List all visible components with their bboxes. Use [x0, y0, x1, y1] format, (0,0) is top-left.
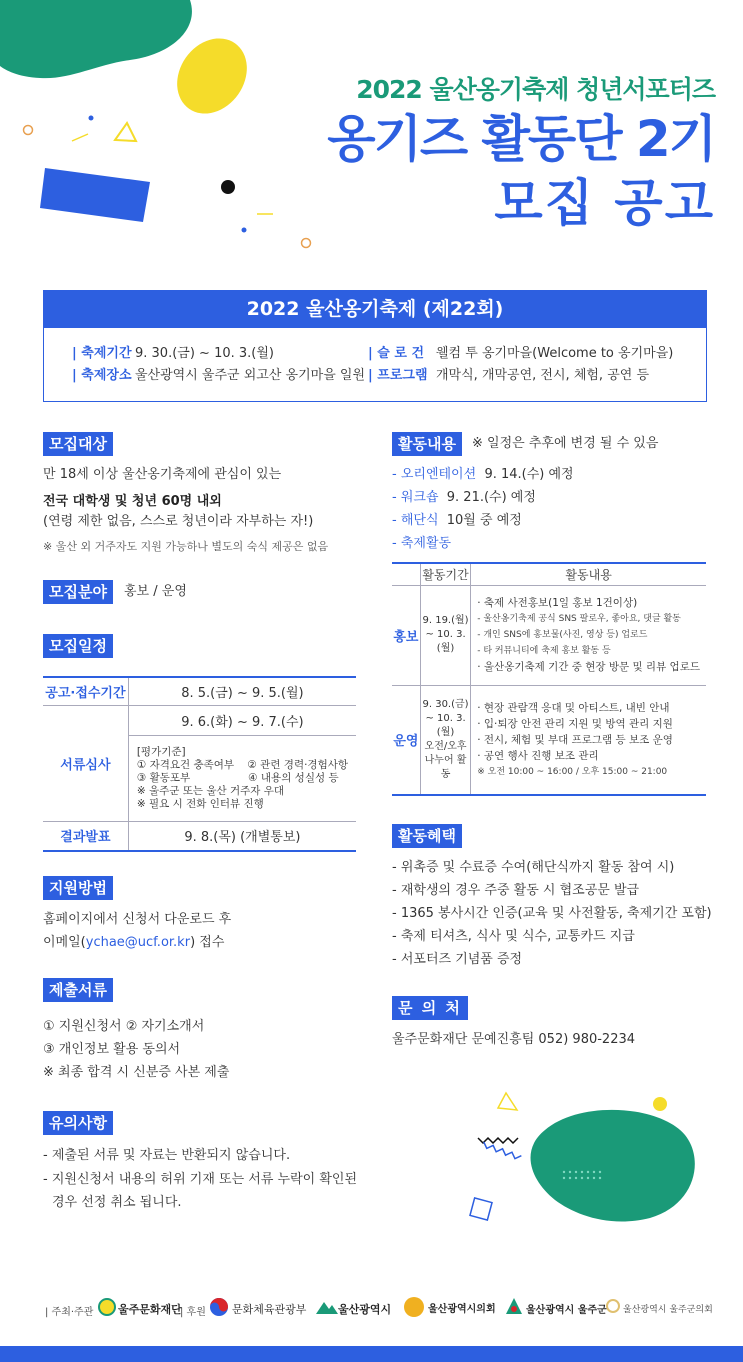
- field-tag: 모집분야: [43, 580, 113, 604]
- taegeuk-icon: [209, 1297, 229, 1317]
- table-row: [392, 585, 706, 685]
- program-value: 개막식, 개막공연, 전시, 체험, 공연 등: [436, 368, 650, 383]
- blue-brush-shape: [40, 168, 150, 222]
- activity-item-1-label: - 오리엔테이션: [392, 467, 477, 482]
- activity-item-4: [392, 534, 451, 554]
- footer-support-2: 울산광역시: [338, 1303, 392, 1316]
- field-value: 홍보 / 운영: [124, 584, 187, 599]
- activity-item-3: [392, 511, 522, 531]
- orange-ring-shape: [302, 239, 311, 248]
- period-value: 9. 30.(금) ~ 10. 3.(월): [135, 346, 274, 361]
- activity-table: [392, 562, 706, 796]
- table-row: [43, 677, 356, 705]
- email-link[interactable]: ychae@ucf.or.kr: [85, 935, 191, 950]
- criteria-4: ④ 내용의 성실성 등: [248, 771, 339, 784]
- criteria-title: [평가기준]: [136, 745, 186, 758]
- table-row: [392, 563, 706, 585]
- caution-line3: 경우 선정 취소 됩니다.: [52, 1195, 182, 1210]
- yellow-triangle-shape: [115, 123, 136, 141]
- apply-line2-suffix: ) 접수: [190, 935, 225, 950]
- ucf-logo-icon: [98, 1298, 116, 1316]
- promo-period-2: ~ 10. 3.(월): [425, 629, 466, 654]
- slogan-label: | 슬 로 건: [368, 346, 424, 361]
- promo-period: [420, 585, 470, 685]
- table-row: [43, 705, 356, 735]
- promo-category: 홍보: [392, 585, 420, 685]
- criteria-note-1: ※ 울주군 또는 울산 거주자 우대: [136, 784, 285, 797]
- header-subtitle: 2022 울산옹기축제 청년서포터즈: [356, 75, 715, 104]
- activity-tag: 활동내용: [392, 432, 462, 456]
- target-note: ※ 울산 외 거주자도 지원 가능하나 별도의 숙식 제공은 없음: [43, 540, 329, 553]
- caution-line1: - 제출된 서류 및 자료는 반환되지 않습니다.: [43, 1148, 291, 1163]
- schedule-label-1: 공고·접수기간: [43, 677, 128, 705]
- op-detail: [471, 685, 706, 795]
- place-value: 울산광역시 울주군 외고산 옹기마을 일원: [135, 368, 366, 383]
- ulju-council-logo-icon: [606, 1299, 620, 1313]
- op-detail-4: · 공연 행사 진행 보조 관리: [477, 749, 599, 762]
- activity-item-3-label: - 해단식: [392, 513, 439, 528]
- activity-tag-note: ※ 일정은 추후에 변경 될 수 있음: [472, 436, 659, 451]
- promo-period-1: 9. 19.(월): [422, 615, 469, 626]
- activity-item-3-value: 10월 중 예정: [446, 513, 522, 528]
- activity-item-2-value: 9. 21.(수) 예정: [446, 490, 536, 505]
- orange-ring-shape: [24, 126, 33, 135]
- footer-host-label: | 주최·주관: [45, 1307, 94, 1318]
- blue-square-outline: [470, 1198, 492, 1220]
- footer-support-4: 울산광역시 울주군: [526, 1305, 607, 1316]
- apply-line2: [43, 933, 224, 953]
- docs-line3: ※ 최종 합격 시 신분증 사본 제출: [43, 1065, 230, 1080]
- footer-host: 울주문화재단: [118, 1303, 182, 1316]
- table-row: [43, 821, 356, 851]
- ulju-logo-icon: [504, 1296, 524, 1316]
- program-label: | 프로그램: [368, 368, 428, 383]
- header-title-line1: 옹기즈 활동단 2기: [327, 110, 715, 168]
- op-category: 운영: [392, 685, 420, 795]
- benefit-tag: 활동혜택: [392, 824, 462, 848]
- activity-item-1-value: 9. 14.(수) 예정: [484, 467, 574, 482]
- slogan-value: 웰컴 투 옹기마을(Welcome to 옹기마을): [436, 346, 674, 361]
- docs-tag: 제출서류: [43, 978, 113, 1002]
- promo-detail-5: · 울산옹기축제 기간 중 현장 방문 및 리뷰 업로드: [477, 661, 700, 673]
- op-detail-3: · 전시, 체험 및 부대 프로그램 등 보조 운영: [477, 733, 673, 746]
- criteria-3: ③ 활동포부: [136, 771, 191, 784]
- activity-item-2-label: - 워크숍: [392, 490, 439, 505]
- criteria-2: ② 관련 경력·경험사항: [247, 758, 348, 771]
- footer-support-3: 울산광역시의회: [428, 1304, 496, 1315]
- benefit-2: - 재학생의 경우 주중 활동 시 협조공문 발급: [392, 883, 640, 898]
- ulsan-council-logo-icon: [404, 1297, 424, 1317]
- green-blob-shape: [531, 1110, 695, 1222]
- promo-detail-3: - 개인 SNS에 홍보물(사진, 영상 등) 업로드: [477, 630, 648, 640]
- header-title-line2: 모집 공고: [494, 174, 715, 232]
- target-line1: 만 18세 이상 울산옹기축제에 관심이 있는: [43, 467, 282, 482]
- criteria-row-2: [137, 772, 348, 785]
- benefit-3: - 1365 봉사시간 인증(교육 및 사전활동, 축제기간 포함): [392, 906, 712, 921]
- criteria-note-2: ※ 필요 시 전화 인터뷰 진행: [136, 797, 264, 810]
- docs-line2: ③ 개인정보 활용 동의서: [43, 1042, 181, 1057]
- schedule-value-2: 9. 6.(화) ~ 9. 7.(수): [128, 705, 356, 735]
- schedule-value-1: 8. 5.(금) ~ 9. 5.(월): [128, 677, 356, 705]
- yellow-triangle-shape: [498, 1093, 517, 1110]
- schedule-label-3: 결과발표: [43, 821, 128, 851]
- footer-support-1: 문화체육관광부: [232, 1303, 307, 1316]
- activity-head-detail: 활동내용: [471, 563, 706, 585]
- place-label: | 축제장소: [72, 368, 132, 383]
- op-period-3: 오전/오후: [424, 740, 467, 752]
- decorative-shapes-bottom: [460, 1090, 700, 1230]
- promo-detail-4: - 타 커뮤니티에 축제 홍보 활동 등: [477, 646, 611, 656]
- schedule-tag: 모집일정: [43, 634, 113, 658]
- promo-detail-2: - 울산옹기축제 공식 SNS 팔로우, 좋아요, 댓글 활동: [477, 614, 681, 624]
- op-period-4: 나누어 활동: [424, 754, 467, 780]
- table-row: [392, 685, 706, 795]
- caution-tag: 유의사항: [43, 1111, 113, 1135]
- op-period-2: ~ 10. 3.(월): [425, 712, 466, 738]
- apply-line1: 홈페이지에서 신청서 다운로드 후: [43, 912, 232, 927]
- benefit-4: - 축제 티셔츠, 식사 및 식수, 교통카드 지급: [392, 929, 635, 944]
- caution-line2: - 지원신청서 내용의 허위 기재 또는 서류 누락이 확인된: [43, 1172, 358, 1187]
- criteria-cell: [128, 735, 356, 821]
- op-detail-1: · 현장 관람객 응대 및 아티스트, 내빈 안내: [477, 701, 670, 714]
- apply-tag: 지원방법: [43, 876, 113, 900]
- schedule-label-2: 서류심사: [43, 705, 128, 821]
- op-detail-5: ※ 오전 10:00 ~ 16:00 / 오후 15:00 ~ 21:00: [477, 766, 668, 777]
- target-line2: 전국 대학생 및 청년 60명 내외: [43, 494, 222, 509]
- footer-bar: [0, 1346, 743, 1362]
- activity-head-blank: [392, 563, 420, 585]
- activity-item-4-label: - 축제활동: [392, 536, 452, 551]
- footer-support-label: | 후원: [180, 1307, 206, 1318]
- contact-tag: 문 의 처: [392, 996, 468, 1020]
- docs-line1: ① 지원신청서 ② 자기소개서: [43, 1019, 205, 1034]
- schedule-value-3: 9. 8.(목) (개별통보): [128, 821, 356, 851]
- activity-item-2: [392, 488, 536, 508]
- blue-dot-shape: [89, 116, 94, 121]
- criteria-1: ① 자격요건 충족여부: [136, 758, 235, 771]
- promo-detail: [471, 585, 706, 685]
- green-blob-shape: [0, 0, 192, 78]
- zigzag-shape: [482, 1142, 521, 1160]
- footer-support-5: 울산광역시 울주군의회: [623, 1305, 713, 1315]
- target-tag: 모집대상: [43, 432, 113, 456]
- contact-value: 울주문화재단 문예진흥팀 052) 980-2234: [392, 1032, 636, 1047]
- benefit-1: - 위촉증 및 수료증 수여(해단식까지 활동 참여 시): [392, 860, 675, 875]
- op-detail-2: · 입·퇴장 안전 관리 지원 및 방역 관리 지원: [477, 717, 673, 730]
- promo-detail-1: · 축제 사전홍보(1일 홍보 1건이상): [477, 597, 638, 609]
- activity-item-1: [392, 465, 574, 485]
- black-dot-shape: [221, 180, 235, 194]
- apply-line2-prefix: 이메일(: [43, 935, 86, 950]
- yellow-dot-shape: [653, 1097, 667, 1111]
- criteria-row-1: [137, 759, 348, 772]
- ulsan-city-logo-icon: [316, 1300, 338, 1314]
- activity-head-period: 활동기간: [420, 563, 470, 585]
- schedule-table: [43, 676, 356, 852]
- target-line3: (연령 제한 없음, 스스로 청년이라 자부하는 자!): [43, 514, 314, 529]
- period-label: | 축제기간: [72, 346, 132, 361]
- op-period-1: 9. 30.(금): [422, 698, 469, 710]
- benefit-5: - 서포터즈 기념품 증정: [392, 952, 523, 967]
- op-period: [420, 685, 470, 795]
- festival-title: 2022 울산옹기축제 (제22회): [43, 290, 707, 328]
